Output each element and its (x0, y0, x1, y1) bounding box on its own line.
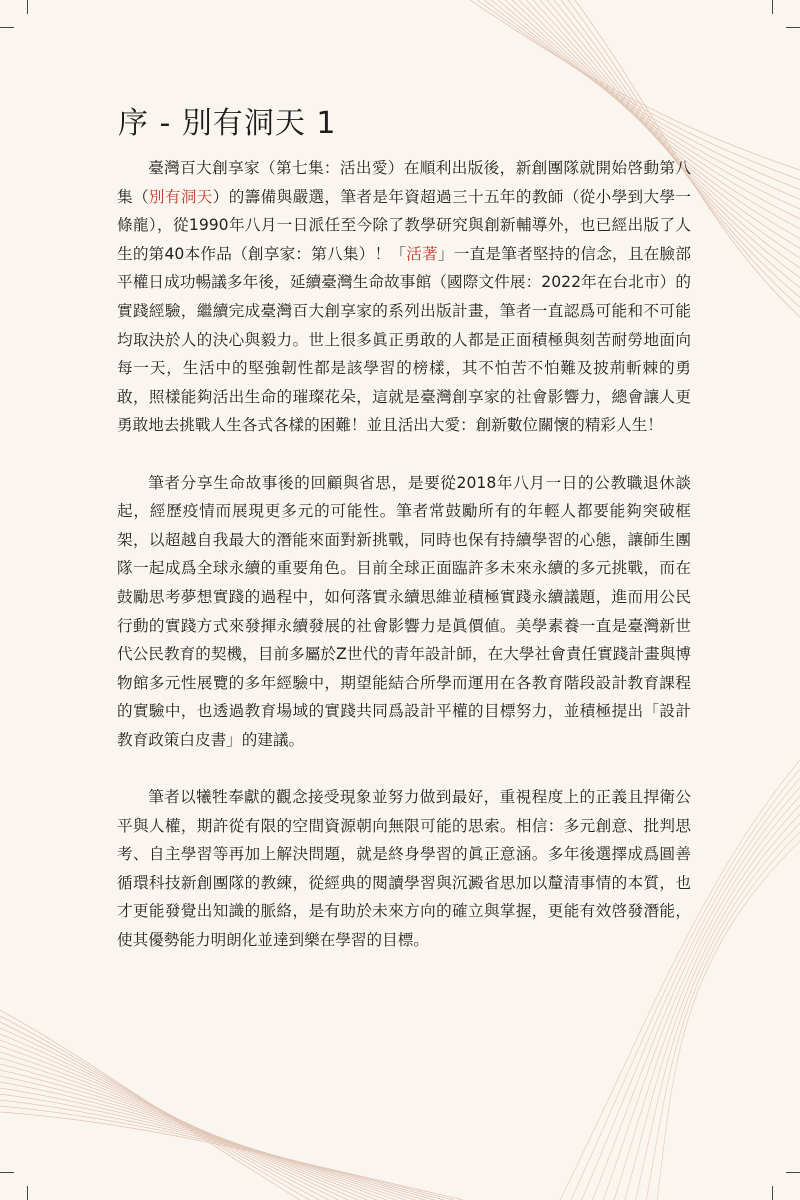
paragraph-3-text: 筆者以犧牲奉獻的觀念接受現象並努力做到最好，重視程度上的正義且捍衛公平與人權，期許從有限的空間資源朝向無限可能的思索。相信：多元創意、批判思考、自主學習等再加上解決問題，就是終身學習的眞正意涵。多年後選擇成爲圓善循環科技新創團隊的教練，從經典的閱讀學習與沉澱省思加以釐清事情的本質，也才更能發覺出知識的脈絡，是有助於未來方向的確立與掌握，更能有效啓發潛能，使其優勢能力明朗化並達到樂在學習的目標。 (117, 788, 691, 950)
crop-mark-bottom-left-vertical (27, 1186, 28, 1200)
body-text (117, 154, 691, 983)
paragraph-1-text-3: 」一直是筆者堅持的信念，且在臉部平權日成功暢議多年後，延續臺灣生命故事館（國際文件展：2022年在台北市）的實踐經驗，繼續完成臺灣百大創享家的系列出版計畫，筆者一直認爲可能和不可能均取決於人的決心與毅力。世上很多眞正勇敢的人都是正面積極與刻苦耐勞地面向每一天，生活中的堅強韌性都是該學習的榜樣，其不怕苦不怕難及披荊斬棘的勇敢，照樣能夠活出生命的璀璨花朵，這就是臺灣創享家的社會影響力，總會讓人更勇敢地去挑戰人生各式各樣的困難！並且活出大愛：創新數位關懷的精彩人生！ (117, 244, 691, 435)
page-title: 序 - 別有洞天 1 (118, 106, 337, 141)
paragraph-2 (117, 469, 691, 755)
highlight-motto: 活著 (406, 244, 438, 263)
crop-mark-top-left-horizontal (0, 27, 14, 28)
paragraph-1-text-1: 臺灣百大創享家（第七集：活出愛）在順利出版後，新創團隊就開始啓動第八集（ (117, 159, 691, 206)
crop-mark-top-right-horizontal (786, 27, 800, 28)
bottom-left-line-decoration (0, 1010, 463, 1200)
paragraph-2-text: 筆者分享生命故事後的回顧與省思，是要從2018年八月一日的公教職退休談起，經歷疫情而展現更多元的可能性。筆者常鼓勵所有的年輕人都要能夠突破框架，以超越自我最大的潛能來面對新挑戰，同時也保有持續學習的心態，讓師生團隊一起成爲全球永續的重要角色。目前全球正面臨許多未來永續的多元挑戰，而在鼓勵思考夢想實踐的過程中，如何落實永續思維並積極實踐永續議題，進而用公民行動的實踐方式來發揮永續發展的社會影響力是眞價値。美學素養一直是臺灣新世代公民教育的契機，目前多屬於Z世代的青年設計師，在大學社會責任實踐計畫與博物館多元性展覽的多年經驗中，期望能結合所學而運用在各教育階段設計教育課程的實驗中，也透過教育場域的實踐共同爲設計平權的目標努力，並積極提出「設計教育政策白皮書」的建議。 (117, 473, 691, 749)
crop-mark-bottom-right-horizontal (786, 1172, 800, 1173)
bottom-left-decor-line (0, 1100, 444, 1200)
crop-mark-bottom-right-vertical (772, 1186, 773, 1200)
paragraph-1-text-2: ）的籌備與嚴選，筆者是年資超過三十五年的教師（從小學到大學一條龍），從1990年八月一日派任至今除了教學研究與創新輔導外，也已經出版了人生的第40本作品（創享家：第八集）！「 (117, 187, 691, 263)
crop-mark-bottom-left-horizontal (0, 1172, 14, 1173)
top-right-decor-line (470, 0, 800, 170)
highlight-book-title: 別有洞天 (148, 187, 213, 206)
crop-mark-top-left-vertical (27, 0, 28, 14)
crop-mark-top-right-vertical (772, 0, 773, 14)
paragraph-3 (117, 783, 691, 955)
bottom-left-decor-line (0, 1106, 454, 1200)
bottom-left-decor-line (0, 1094, 434, 1200)
paragraph-1 (117, 154, 691, 440)
